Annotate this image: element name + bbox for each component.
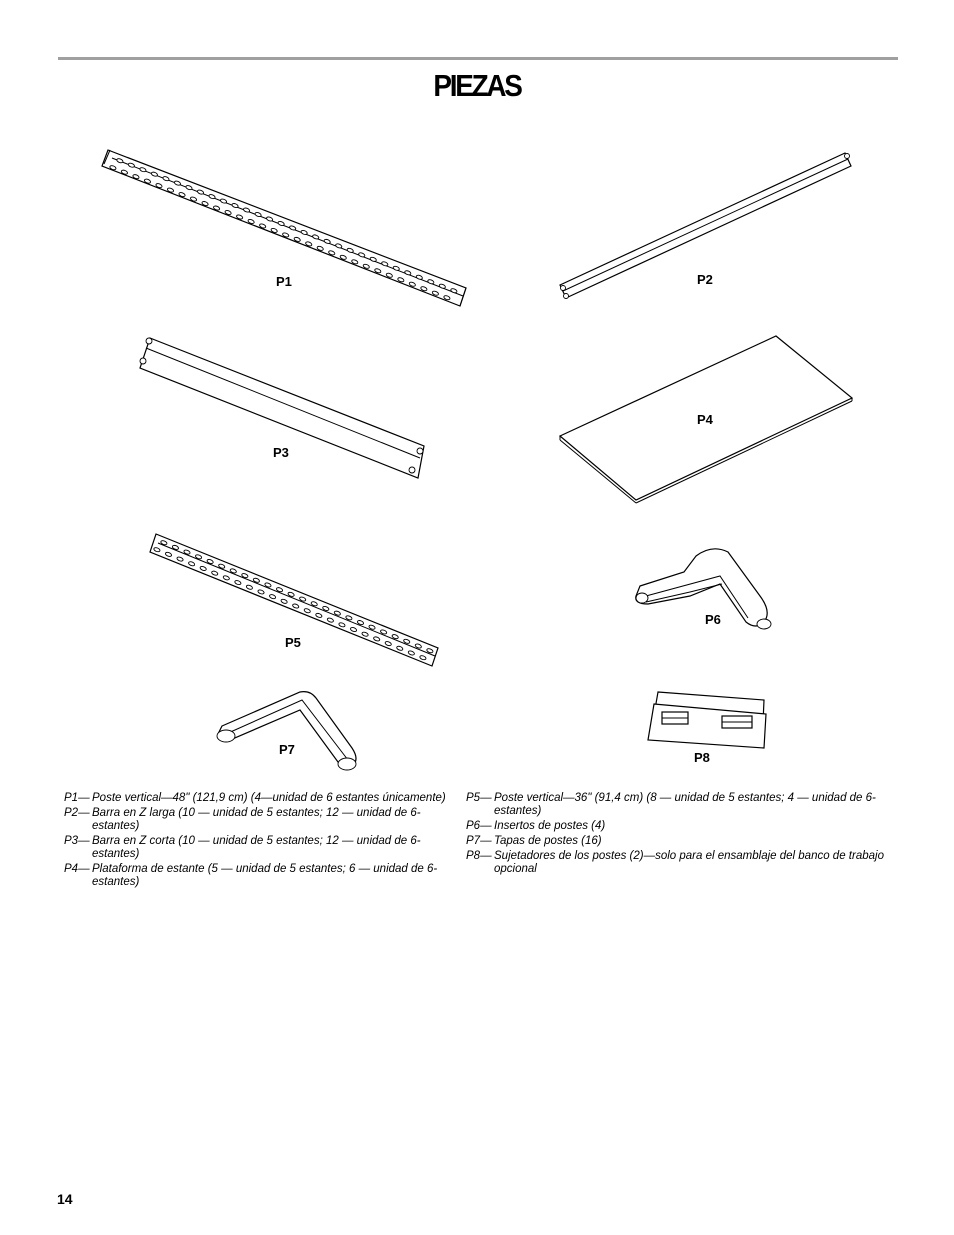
list-item-code: P6— [466, 820, 492, 832]
list-item-text: Tapas de postes (16) [494, 835, 602, 847]
post-fastener-icon [648, 692, 766, 748]
list-item-text: Poste vertical—36" (91,4 cm) (8 — unidad de 5 estantes; 4 — unidad de 6-estantes) [494, 792, 876, 817]
list-item-code: P8— [466, 850, 492, 862]
list-item-code: P3— [64, 835, 90, 847]
post-insert-icon [636, 549, 771, 629]
list-item [64, 807, 456, 833]
list-item [64, 863, 456, 889]
list-item-text: Insertos de postes (4) [494, 820, 606, 832]
part-label-p1: P1 [276, 274, 292, 289]
list-item [466, 850, 896, 876]
list-item-code: P1— [64, 792, 90, 804]
part-label-p7: P7 [279, 742, 295, 757]
post-cap-icon [217, 692, 356, 770]
list-item-code: P5— [466, 792, 492, 804]
parts-list-left [64, 792, 456, 891]
part-label-p2: P2 [697, 272, 713, 287]
list-item-text: Plataforma de estante (5 — unidad de 5 estantes; 6 — unidad de 6-estantes) [92, 863, 438, 888]
list-item [64, 792, 456, 805]
list-item [466, 835, 896, 848]
part-label-p6: P6 [705, 612, 721, 627]
list-item [466, 792, 896, 818]
list-item-text: Sujetadores de los postes (2)—solo para el ensamblaje del banco de trabajo opcional [494, 850, 884, 875]
list-item-code: P4— [64, 863, 90, 875]
list-item-code: P2— [64, 807, 90, 819]
list-item-text: Barra en Z corta (10 — unidad de 5 estantes; 12 — unidad de 6-estantes) [92, 835, 421, 860]
page-title: PIEZAS [433, 68, 521, 103]
page-number: 14 [57, 1191, 73, 1207]
part-label-p8: P8 [694, 750, 710, 765]
list-item-code: P7— [466, 835, 492, 847]
part-label-p5: P5 [285, 635, 301, 650]
list-item [64, 835, 456, 861]
list-item-text: Poste vertical—48" (121,9 cm) (4—unidad de 6 estantes únicamente) [92, 792, 446, 804]
list-item [466, 820, 896, 833]
list-item-text: Barra en Z larga (10 — unidad de 5 estantes; 12 — unidad de 6-estantes) [92, 807, 421, 832]
part-label-p3: P3 [273, 445, 289, 460]
parts-list-right [466, 792, 896, 878]
part-label-p4: P4 [697, 412, 713, 427]
